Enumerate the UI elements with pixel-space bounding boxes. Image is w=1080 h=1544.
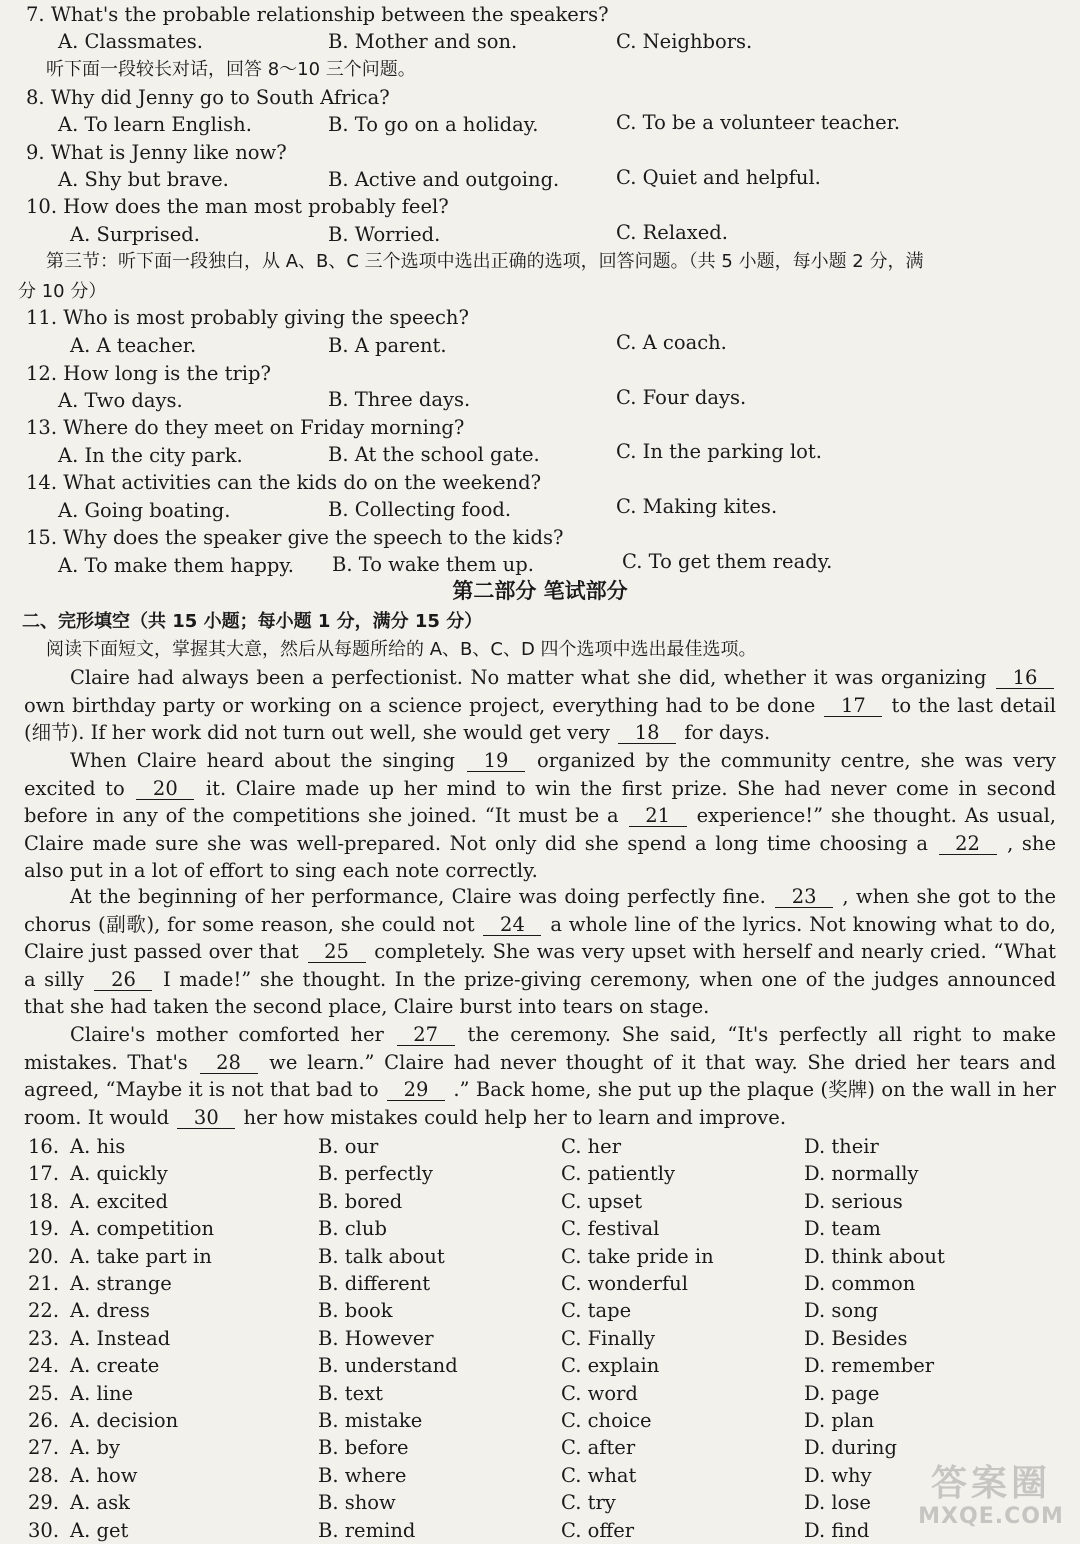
choice-c[interactable]: C. take pride in xyxy=(561,1244,714,1268)
cloze-paragraph-4 xyxy=(24,1021,1056,1131)
passage-text: we learn.” Claire had never thought of it that way. She dried her tears and agreed, “Maybe it is not that bad to xyxy=(24,1050,1057,1102)
blank-26[interactable]: 26 xyxy=(94,970,152,991)
blank-28[interactable]: 28 xyxy=(200,1053,258,1074)
choice-a[interactable]: A. strange xyxy=(70,1272,172,1295)
option-c: C. Relaxed. xyxy=(616,221,728,244)
passage-text: .” Back home, she put up the plaque (奖牌) on the wall in her room. It would xyxy=(24,1078,1056,1129)
option-a: A. Going boating. xyxy=(58,499,231,522)
question-text: Why does the speaker give the speech to the kids? xyxy=(63,526,564,549)
choice-a[interactable]: A. quickly xyxy=(70,1162,168,1186)
choice-a[interactable]: A. get xyxy=(70,1518,129,1542)
option-b: B. To go on a holiday. xyxy=(328,113,539,136)
option-a: A. In the city park. xyxy=(58,444,243,467)
choice-d[interactable]: D. remember xyxy=(804,1354,935,1378)
question-number: 8. xyxy=(26,86,45,109)
choice-b[interactable]: B. different xyxy=(318,1272,431,1295)
blank-16[interactable]: 16 xyxy=(996,668,1054,689)
blank-17[interactable]: 17 xyxy=(824,696,882,717)
choice-a[interactable]: A. take part in xyxy=(70,1244,212,1268)
option-c: C. Quiet and helpful. xyxy=(616,166,821,189)
blank-24[interactable]: 24 xyxy=(483,915,541,936)
choice-b[interactable]: B. club xyxy=(318,1217,387,1241)
choice-d[interactable]: D. why xyxy=(804,1463,872,1487)
question-text: What's the probable relationship between the speakers? xyxy=(50,3,609,26)
question-number: 13. xyxy=(26,416,58,439)
choice-c[interactable]: C. tape xyxy=(561,1299,632,1323)
choice-number: 30. xyxy=(28,1518,60,1542)
question-text: What is Jenny like now? xyxy=(50,141,287,164)
option-b: B. At the school gate. xyxy=(328,443,540,466)
cloze-instruction: 阅读下面短文，掌握其大意，然后从每题所给的 A、B、C、D 四个选项中选出最佳选项。 xyxy=(46,639,757,660)
choice-a[interactable]: A. dress xyxy=(70,1299,150,1323)
option-a: A. Shy but brave. xyxy=(58,168,229,191)
question-text: What activities can the kids do on the weekend? xyxy=(63,471,542,494)
choice-d[interactable]: D. common xyxy=(804,1272,916,1295)
question-text: Why did Jenny go to South Africa? xyxy=(50,86,390,109)
question-10 xyxy=(26,194,449,220)
choice-d[interactable]: D. find xyxy=(804,1518,870,1542)
question-number: 15. xyxy=(26,526,58,549)
question-number: 7. xyxy=(26,3,45,26)
choice-b[interactable]: B. text xyxy=(318,1381,383,1405)
choice-a[interactable]: A. how xyxy=(70,1463,138,1487)
choice-d[interactable]: D. their xyxy=(804,1135,879,1158)
choice-number: 29. xyxy=(28,1491,60,1515)
option-b: B. Collecting food. xyxy=(328,498,512,521)
blank-25[interactable]: 25 xyxy=(308,942,366,963)
choice-d[interactable]: D. serious xyxy=(804,1189,903,1213)
choice-c[interactable]: C. festival xyxy=(561,1217,660,1241)
choice-number: 20. xyxy=(28,1244,60,1268)
choice-number: 28. xyxy=(28,1463,60,1487)
question-number: 11. xyxy=(26,306,58,329)
choice-d[interactable]: D. plan xyxy=(804,1409,875,1432)
cloze-paragraph-3 xyxy=(24,883,1056,1021)
blank-19[interactable]: 19 xyxy=(467,751,525,772)
choice-number: 19. xyxy=(28,1217,60,1241)
question-14 xyxy=(26,470,541,496)
option-c: C. Neighbors. xyxy=(616,30,753,53)
choice-b[interactable]: B. book xyxy=(318,1299,393,1323)
choice-a[interactable]: A. line xyxy=(70,1381,134,1405)
choice-b[interactable]: B. remind xyxy=(318,1518,416,1542)
passage-text: At the beginning of her performance, Claire was doing perfectly fine. xyxy=(70,885,766,908)
cloze-paragraph-2 xyxy=(24,747,1056,885)
question-text: How does the man most probably feel? xyxy=(63,195,449,218)
choice-number: 21. xyxy=(28,1272,60,1295)
passage-text: I made!” she thought. In the prize-giving ceremony, when one of the judges announced that she had taken the second place, Claire burst into tears on stage. xyxy=(24,967,1056,1019)
choice-number: 27. xyxy=(28,1436,60,1460)
blank-23[interactable]: 23 xyxy=(775,887,833,908)
choice-a[interactable]: A. excited xyxy=(70,1189,169,1213)
question-number: 14. xyxy=(26,471,58,494)
choice-number: 17. xyxy=(28,1162,60,1186)
option-a: A. Classmates. xyxy=(58,30,203,53)
watermark-logo xyxy=(916,1463,1066,1535)
choice-b[interactable]: B. mistake xyxy=(318,1409,423,1432)
choice-c[interactable]: C. offer xyxy=(561,1518,635,1542)
choice-a[interactable]: A. create xyxy=(70,1354,160,1378)
choice-b[interactable]: B. talk about xyxy=(318,1244,445,1268)
choice-c[interactable]: C. what xyxy=(561,1463,637,1487)
question-number: 10. xyxy=(26,195,58,218)
passage-text: When Claire heard about the singing xyxy=(70,749,455,772)
question-11 xyxy=(26,305,469,331)
option-c: C. To get them ready. xyxy=(622,550,833,573)
option-b: B. Three days. xyxy=(328,388,471,411)
option-c: C. Four days. xyxy=(616,386,747,409)
option-c: C. In the parking lot. xyxy=(616,440,822,463)
option-b: B. To wake them up. xyxy=(332,553,534,576)
choice-d[interactable]: D. lose xyxy=(804,1491,871,1515)
choice-c[interactable]: C. explain xyxy=(561,1354,660,1378)
choice-b[interactable]: B. understand xyxy=(318,1354,458,1378)
option-a: A. Two days. xyxy=(58,389,183,412)
question-number: 9. xyxy=(26,141,45,164)
option-a: A. To make them happy. xyxy=(58,554,294,577)
passage-text: own birthday party or working on a science project, everything had to be done xyxy=(24,693,816,717)
question-15 xyxy=(26,525,563,551)
choice-number: 18. xyxy=(28,1189,60,1213)
choice-c[interactable]: C. upset xyxy=(561,1189,643,1213)
question-text: Who is most probably giving the speech? xyxy=(63,306,469,329)
choice-number: 25. xyxy=(28,1381,60,1405)
question-text: Where do they meet on Friday morning? xyxy=(63,416,465,439)
question-text: How long is the trip? xyxy=(63,362,271,385)
choice-b[interactable]: B. However xyxy=(318,1326,434,1350)
section-3-instruction-cont: 分 10 分） xyxy=(18,281,107,302)
watermark-text: 答案圈 xyxy=(930,1463,1051,1504)
option-c: C. To be a volunteer teacher. xyxy=(616,111,901,134)
choice-c[interactable]: C. her xyxy=(561,1135,622,1158)
passage-text: her how mistakes could help her to learn and improve. xyxy=(243,1105,787,1129)
passage-text: to the last detail (细节). If her work did not turn out well, she would get very xyxy=(24,693,1056,745)
blank-22[interactable]: 22 xyxy=(939,834,997,855)
part-2-heading: 第二部分 笔试部分 xyxy=(452,579,628,603)
choice-b[interactable]: B. where xyxy=(318,1463,407,1487)
choice-a[interactable]: A. Instead xyxy=(70,1326,171,1350)
choice-c[interactable]: C. choice xyxy=(561,1409,652,1432)
instruction-long-dialogue: 听下面一段较长对话，回答 8～10 三个问题。 xyxy=(46,59,416,80)
passage-text: completely. She was very upset with herself and nearly cried. “What a silly xyxy=(24,940,1057,991)
choice-b[interactable]: B. before xyxy=(318,1436,409,1460)
passage-text: for days. xyxy=(684,721,771,745)
option-b: B. Mother and son. xyxy=(328,30,518,53)
choice-c[interactable]: C. after xyxy=(561,1436,636,1460)
choice-d[interactable]: D. normally xyxy=(804,1162,919,1186)
choice-number: 16. xyxy=(28,1135,60,1158)
option-b: B. Worried. xyxy=(328,223,441,246)
choice-a[interactable]: A. ask xyxy=(70,1491,130,1515)
option-c: C. Making kites. xyxy=(616,495,778,518)
question-7 xyxy=(26,2,609,28)
cloze-paragraph-1 xyxy=(24,664,1056,747)
option-b: B. Active and outgoing. xyxy=(328,168,560,191)
passage-text: the ceremony. She said, “It's perfectly all right to make mistakes. That's xyxy=(24,1023,1057,1074)
choice-d[interactable]: D. during xyxy=(804,1436,897,1460)
passage-text: a whole line of the lyrics. Not knowing what to do, Claire just passed over that xyxy=(24,912,1057,964)
option-a: A. A teacher. xyxy=(70,334,197,357)
option-a: A. Surprised. xyxy=(70,223,200,246)
choice-a[interactable]: A. by xyxy=(70,1436,120,1460)
passage-text: Claire's mother comforted her xyxy=(70,1023,384,1046)
choice-a[interactable]: A. decision xyxy=(70,1409,179,1432)
blank-30[interactable]: 30 xyxy=(177,1108,235,1129)
choice-b[interactable]: B. show xyxy=(318,1491,396,1515)
choice-d[interactable]: D. team xyxy=(804,1217,881,1241)
choice-c[interactable]: C. try xyxy=(561,1491,616,1515)
choice-c[interactable]: C. patiently xyxy=(561,1162,675,1186)
blank-18[interactable]: 18 xyxy=(618,723,676,744)
choice-number: 23. xyxy=(28,1326,60,1350)
option-a: A. To learn English. xyxy=(58,113,252,136)
watermark-url: MXQE.COM xyxy=(918,1504,1064,1529)
question-13 xyxy=(26,415,464,441)
passage-text: organized by the community centre, she was very excited to xyxy=(24,749,1056,800)
blank-21[interactable]: 21 xyxy=(629,806,687,827)
blank-20[interactable]: 20 xyxy=(136,779,194,800)
choice-d[interactable]: D. think about xyxy=(804,1244,945,1268)
choice-number: 22. xyxy=(28,1299,60,1323)
choice-d[interactable]: D. Besides xyxy=(804,1326,908,1350)
blank-29[interactable]: 29 xyxy=(387,1080,445,1101)
passage-text: experience!” she thought. As usual, Claire made sure she was well-prepared. Not only did she spend a long time choosing a xyxy=(24,804,1057,855)
cloze-title: 二、完形填空（共 15 小题；每小题 1 分，满分 15 分） xyxy=(22,611,483,632)
choice-a[interactable]: A. competition xyxy=(70,1217,215,1241)
choice-number: 24. xyxy=(28,1354,60,1378)
passage-text: Claire had always been a perfectionist. No matter what she did, whether it was organizing xyxy=(70,666,987,689)
choice-d[interactable]: D. page xyxy=(804,1381,880,1405)
choice-c[interactable]: C. word xyxy=(561,1381,638,1405)
option-c: C. A coach. xyxy=(616,331,727,354)
choice-d[interactable]: D. song xyxy=(804,1299,879,1323)
passage-text: it. Claire made up her mind to win the first prize. She had never come in second before in any of the competitions she joined. “It must be a xyxy=(24,776,1056,828)
blank-27[interactable]: 27 xyxy=(397,1025,455,1046)
question-9 xyxy=(26,140,287,166)
question-number: 12. xyxy=(26,362,58,385)
choice-b[interactable]: B. perfectly xyxy=(318,1162,433,1186)
passage-text: , she also put in a lot of effort to sing each note correctly. xyxy=(24,831,1056,883)
passage-text: , when she got to the chorus (副歌), for some reason, she could not xyxy=(24,885,1056,936)
option-b: B. A parent. xyxy=(328,334,447,357)
choice-a[interactable]: A. his xyxy=(70,1135,126,1158)
question-12 xyxy=(26,361,271,387)
question-8 xyxy=(26,85,390,111)
section-3-instruction: 第三节：听下面一段独白，从 A、B、C 三个选项中选出正确的选项，回答问题。（共 5 小题，每小题 2 分，满 xyxy=(46,251,924,272)
choice-b[interactable]: B. bored xyxy=(318,1189,403,1213)
choice-number: 26. xyxy=(28,1409,60,1432)
choice-c[interactable]: C. Finally xyxy=(561,1326,656,1350)
choice-c[interactable]: C. wonderful xyxy=(561,1272,688,1295)
choice-b[interactable]: B. our xyxy=(318,1135,379,1158)
